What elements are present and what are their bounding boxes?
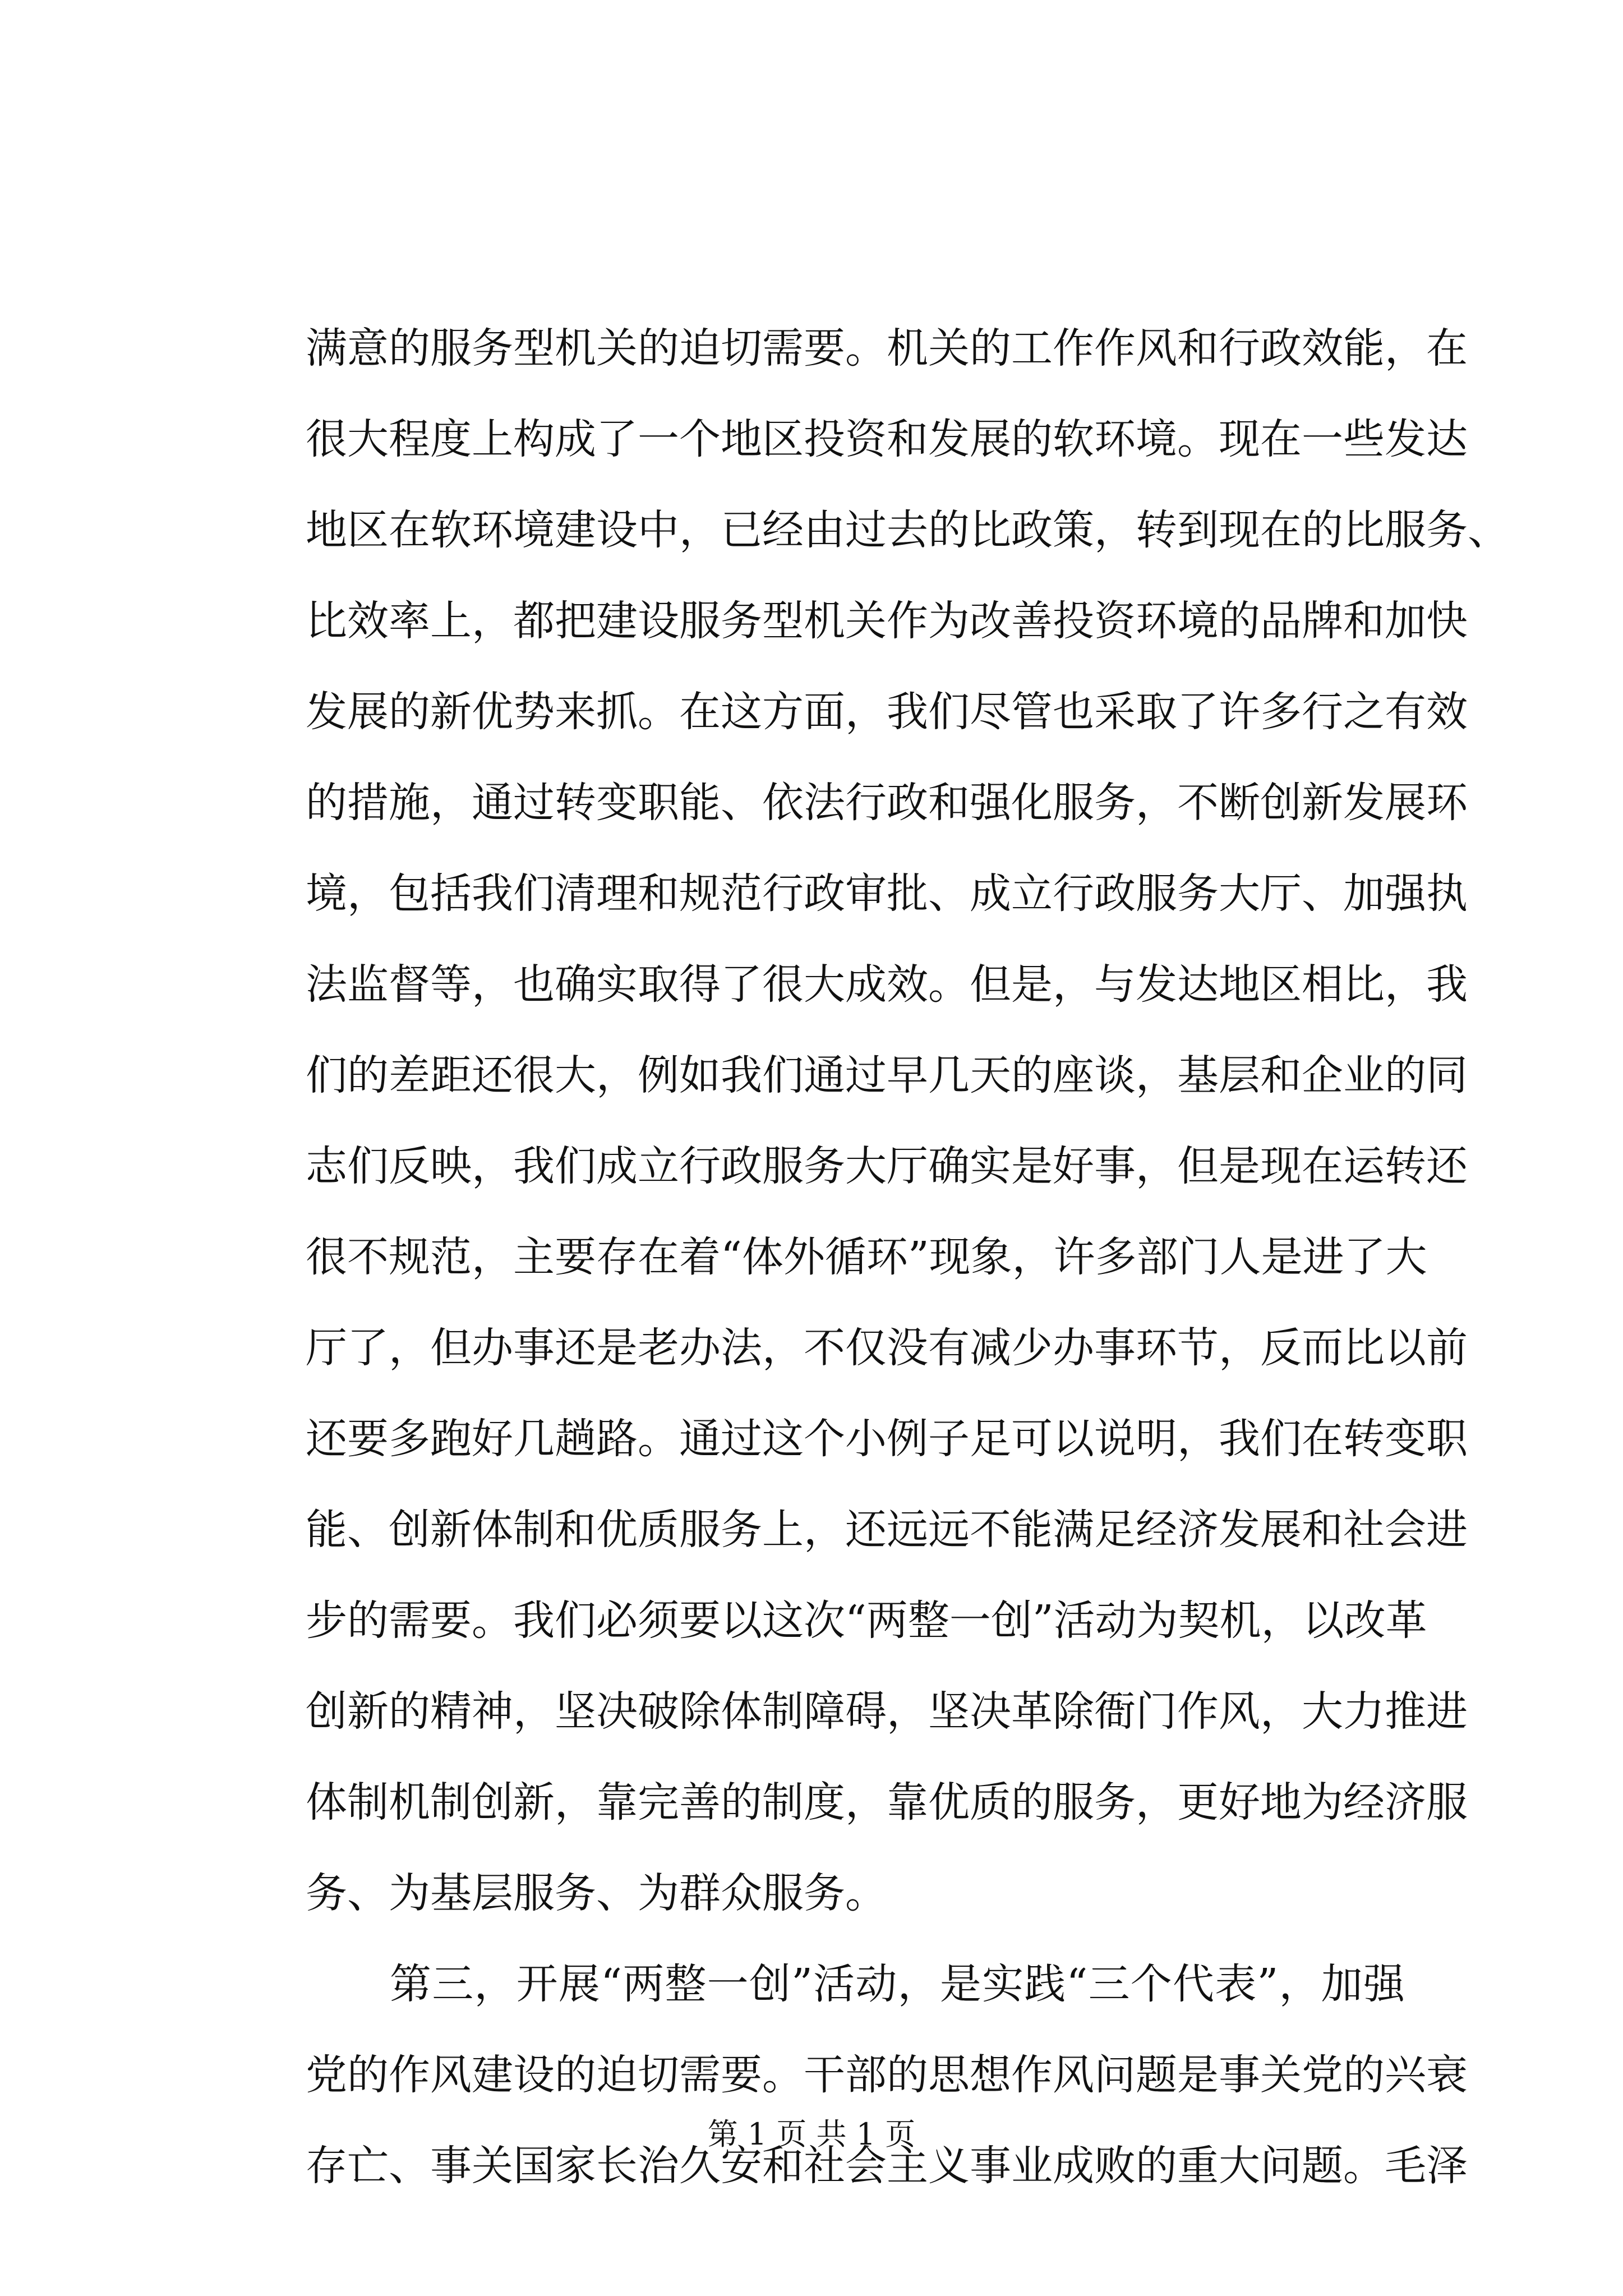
text-line: 能、创新体制和优质服务上，还远远不能满足经济发展和社会进: [306, 1506, 1468, 1554]
text-line-paragraph-start: 第三，开展“两整一创”活动，是实践“三个代表”，加强: [390, 1960, 1405, 2008]
text-line: 满意的服务型机关的迫切需要。机关的工作作风和行政效能，在: [306, 324, 1468, 372]
text-line: 体制机制创新，靠完善的制度，靠优质的服务，更好地为经济服: [306, 1778, 1468, 1826]
text-line: 步的需要。我们必须要以这次“两整一创”活动为契机，以改革: [306, 1596, 1427, 1645]
text-line: 境，包括我们清理和规范行政审批、成立行政服务大厅、加强执: [306, 869, 1468, 918]
text-line: 发展的新优势来抓。在这方面，我们尽管也采取了许多行之有效: [306, 688, 1468, 736]
text-line: 们的差距还很大，例如我们通过早几天的座谈，基层和企业的同: [306, 1051, 1468, 1099]
page-number-label: 第 1 页 共 1 页: [707, 2116, 916, 2152]
text-line: 法监督等，也确实取得了很大成效。但是，与发达地区相比，我: [306, 960, 1468, 1009]
text-line: 的措施，通过转变职能、依法行政和强化服务，不断创新发展环: [306, 779, 1468, 827]
text-line-paragraph-end: 务、为基层服务、为群众服务。: [306, 1869, 887, 1917]
text-line: 很不规范，主要存在着“体外循环”现象，许多部门人是进了大: [306, 1233, 1427, 1281]
text-line: 志们反映，我们成立行政服务大厅确实是好事，但是现在运转还: [306, 1142, 1468, 1190]
text-line: 党的作风建设的迫切需要。干部的思想作风问题是事关党的兴衰: [306, 2051, 1468, 2099]
page-footer: [0, 2115, 1623, 2154]
text-line: 厅了，但办事还是老办法，不仅没有减少办事环节，反而比以前: [306, 1324, 1468, 1372]
text-line: 地区在软环境建设中，已经由过去的比政策，转到现在的比服务、: [306, 506, 1509, 554]
text-line: 还要多跑好几趟路。通过这个小例子足可以说明，我们在转变职: [306, 1415, 1468, 1463]
text-line: 比效率上，都把建设服务型机关作为改善投资环境的品牌和加快: [306, 597, 1468, 645]
text-line: 很大程度上构成了一个地区投资和发展的软环境。现在一些发达: [306, 415, 1468, 463]
document-body: [306, 303, 1509, 2211]
text-line: 创新的精神，坚决破除体制障碍，坚决革除衙门作风，大力推进: [306, 1687, 1468, 1736]
text-line: 存亡、事关国家长治久安和社会主义事业成败的重大问题。毛泽: [306, 2142, 1468, 2190]
